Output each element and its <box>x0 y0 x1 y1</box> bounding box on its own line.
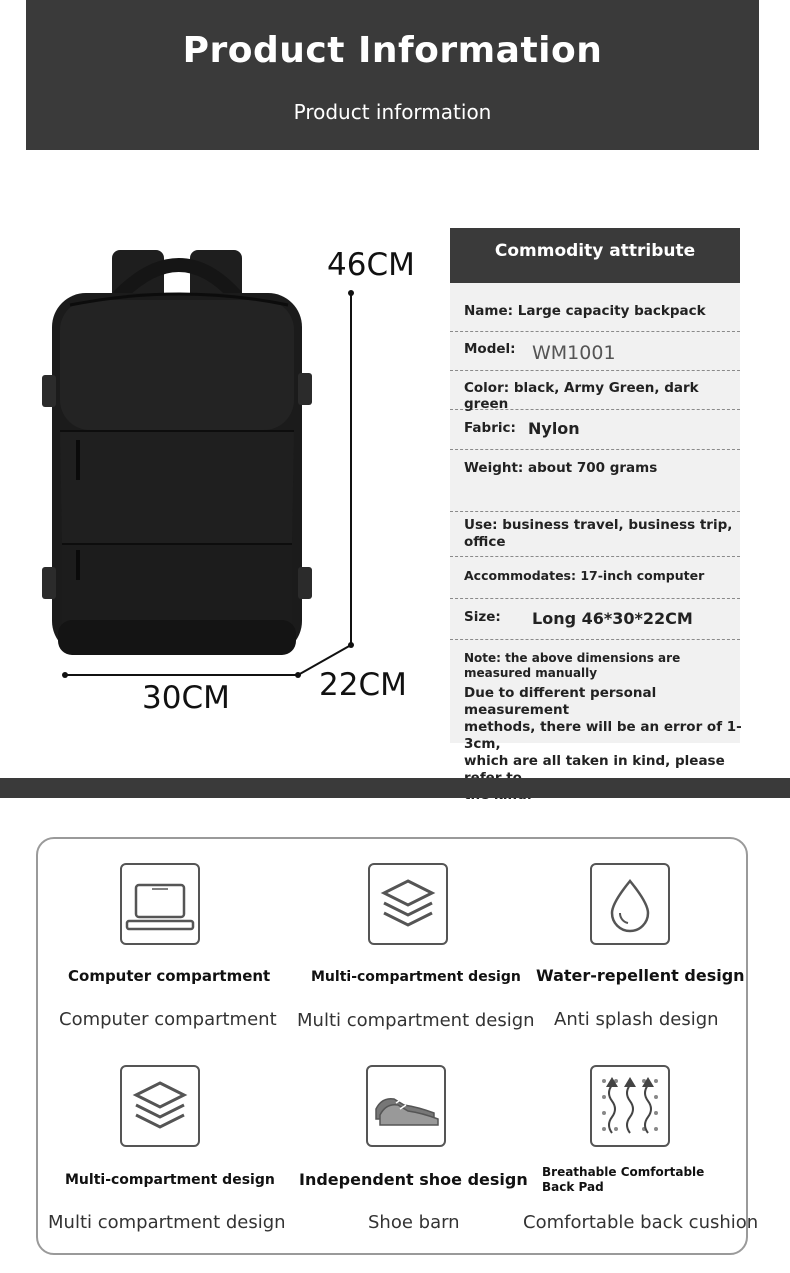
feature-multi-compartment <box>278 839 535 1039</box>
attribute-row-accommodates <box>450 557 740 599</box>
attribute-size-key: Size: <box>464 609 501 625</box>
feature-multi-compartment-2 <box>38 1039 286 1255</box>
feature-name: Computer compartment <box>68 967 271 985</box>
shoe-icon <box>366 1065 446 1147</box>
attribute-heading: Commodity attribute <box>450 228 740 283</box>
attribute-use-line1: Use: business travel, business trip, <box>464 517 733 533</box>
note-line1: Note: the above dimensions are <box>464 651 681 665</box>
feature-computer-compartment <box>38 839 278 1039</box>
attribute-use-line2: office <box>464 534 506 550</box>
feature-name: Multi-compartment design <box>311 969 521 985</box>
attribute-accommodates-text: Accommodates: 17-inch computer <box>464 568 705 583</box>
feature-description: Shoe barn <box>368 1212 460 1233</box>
page-subtitle: Product information <box>293 100 492 124</box>
layers-icon <box>368 863 448 945</box>
attribute-size-value: Long 46*30*22CM <box>532 609 693 628</box>
page-title: Product Information <box>182 30 603 71</box>
feature-description: Computer compartment <box>59 1009 277 1030</box>
commodity-attribute-panel <box>450 228 742 769</box>
attribute-model-value: WM1001 <box>532 342 616 364</box>
feature-breathable-back-pad <box>518 1039 759 1255</box>
attribute-row-size <box>450 599 740 640</box>
feature-name-line1: Breathable Comfortable <box>542 1165 705 1179</box>
feature-description: Comfortable back cushion <box>523 1212 759 1233</box>
attribute-weight-text: Weight: about 700 grams <box>464 460 658 476</box>
laptop-icon <box>120 863 200 945</box>
layers-icon <box>120 1065 200 1147</box>
feature-water-repellent <box>518 839 748 1039</box>
header-banner <box>26 0 759 150</box>
attribute-row-model <box>450 332 740 371</box>
backpack-figure <box>30 225 420 725</box>
feature-name: Multi-compartment design <box>65 1172 275 1188</box>
feature-shoe-compartment <box>278 1039 528 1255</box>
attribute-row-weight <box>450 450 740 512</box>
error-line2: methods, there will be an error of 1-3cm, <box>464 719 742 752</box>
feature-name: Water-repellent design <box>536 966 745 985</box>
attribute-row-use <box>450 512 740 557</box>
attribute-color-text: Color: black, Army Green, dark green <box>464 380 699 412</box>
width-dimension-label: 30CM <box>142 680 230 716</box>
feature-description: Multi compartment design <box>48 1212 286 1233</box>
note-line2: measured manually <box>464 666 598 680</box>
attribute-row-name <box>450 283 740 332</box>
attribute-fabric-key: Fabric: <box>464 420 516 436</box>
water-drop-icon <box>590 863 670 945</box>
attribute-name-text: Name: Large capacity backpack <box>464 303 706 319</box>
attribute-model-key: Model: <box>464 341 516 357</box>
features-panel <box>36 837 759 1255</box>
height-dimension-label: 46CM <box>327 247 415 283</box>
feature-name <box>542 1165 732 1195</box>
error-line3: which are all taken in kind, please <box>464 753 725 769</box>
measurement-note <box>464 651 694 681</box>
feature-description: Anti splash design <box>554 1009 719 1030</box>
feature-name-line2: Back Pad <box>542 1180 604 1194</box>
attribute-row-fabric <box>450 410 740 450</box>
breathable-icon <box>590 1065 670 1147</box>
attribute-fabric-value: Nylon <box>528 419 580 438</box>
section-divider <box>0 778 790 798</box>
attribute-use-text <box>464 517 732 551</box>
attribute-row-color <box>450 371 740 410</box>
backpack-image <box>30 225 420 725</box>
feature-name: Independent shoe design <box>299 1170 528 1189</box>
feature-description: Multi compartment design <box>297 1010 535 1031</box>
depth-dimension-label: 22CM <box>319 667 407 703</box>
error-line1: Due to different personal measurement <box>464 685 657 718</box>
